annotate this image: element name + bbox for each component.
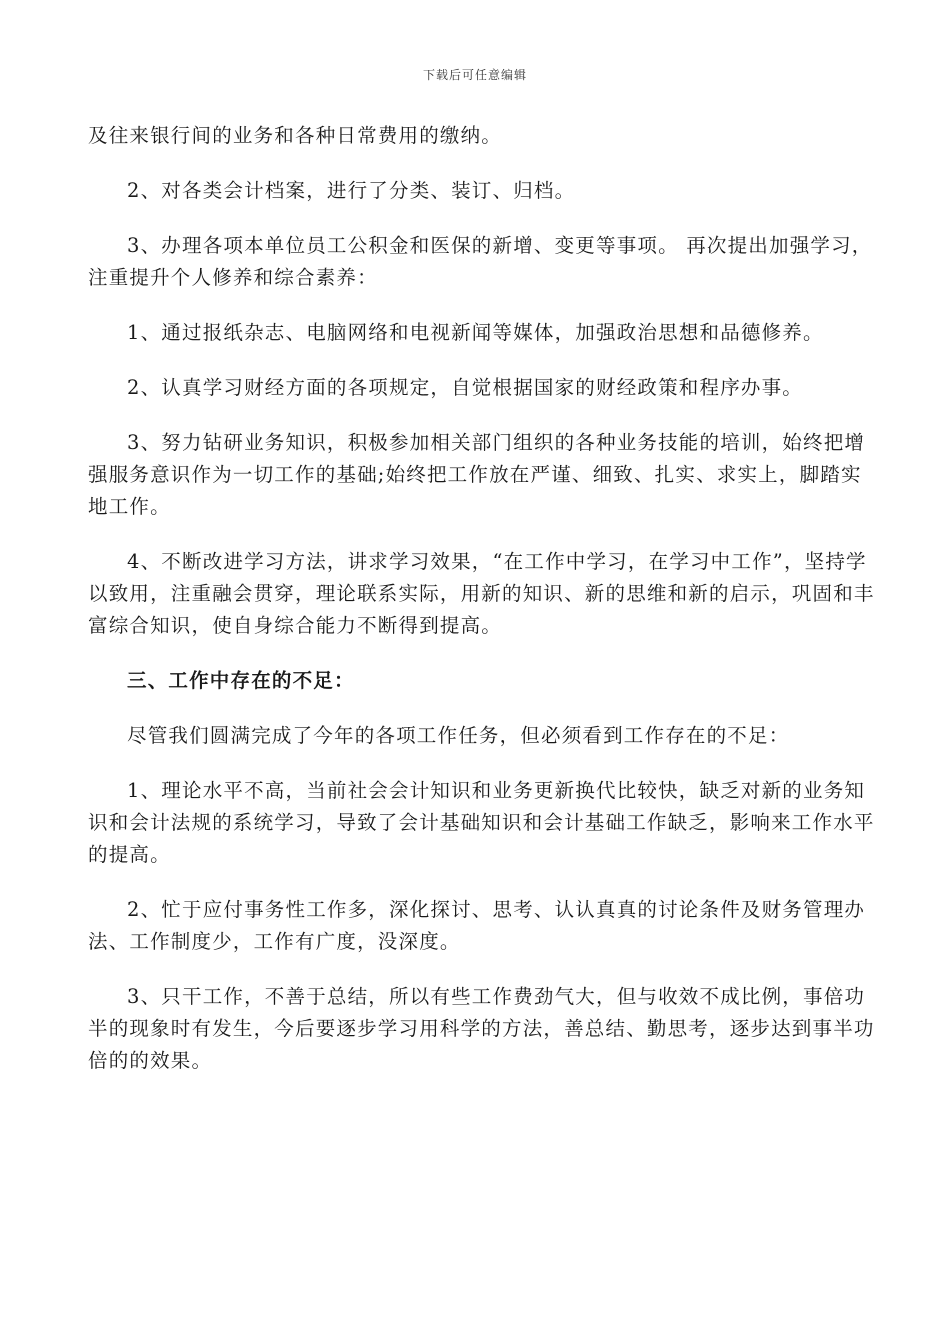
document-body xyxy=(88,120,878,1100)
paragraph: 2、认真学习财经方面的各项规定，自觉根据国家的财经政策和程序办事。 xyxy=(127,376,804,399)
paragraph: 4、不断改进学习方法，讲求学习效果，“在工作中学习，在学习中工作”，坚持学以致用，注重融会贯穿，理论联系实际，用新的知识、新的思维和新的启示，巩固和丰富综合知识，使自身综合能力不断得到提高。 xyxy=(88,550,875,637)
paragraph: 尽管我们圆满完成了今年的各项工作任务，但必须看到工作存在的不足： xyxy=(127,724,790,747)
paragraph: 及往来银行间的业务和各种日常费用的缴纳。 xyxy=(88,124,503,147)
paragraph: 3、只干工作，不善于总结，所以有些工作费劲气大，但与收效不成比例，事倍功半的现象时有发生，今后要逐步学习用科学的方法，善总结、勤思考，逐步达到事半功倍的的效果。 xyxy=(88,985,875,1072)
paragraph: 3、努力钻研业务知识，积极参加相关部门组织的各种业务技能的培训，始终把增强服务意识作为一切工作的基础;始终把工作放在严谨、细致、扎实、求实上，脚踏实地工作。 xyxy=(88,431,866,518)
page-header: 下载后可任意编辑 xyxy=(422,68,527,82)
paragraph: 1、通过报纸杂志、电脑网络和电视新闻等媒体，加强政治思想和品德修养。 xyxy=(127,321,824,344)
paragraph: 3、办理各项本单位员工公积金和医保的新增、变更等事项。 再次提出加强学习，注重提升个人修养和综合素养： xyxy=(88,234,873,289)
section-heading: 三、工作中存在的不足： xyxy=(127,669,355,692)
paragraph: 2、忙于应付事务性工作多，深化探讨、思考、认认真真的讨论条件及财务管理办法、工作制度少，工作有广度，没深度。 xyxy=(88,898,866,953)
paragraph: 1、理论水平不高，当前社会会计知识和业务更新换代比较快，缺乏对新的业务知识和会计法规的系统学习，导致了会计基础知识和会计基础工作缺乏，影响来工作水平的提高。 xyxy=(88,779,875,866)
paragraph: 2、对各类会计档案，进行了分类、装订、归档。 xyxy=(127,179,576,202)
